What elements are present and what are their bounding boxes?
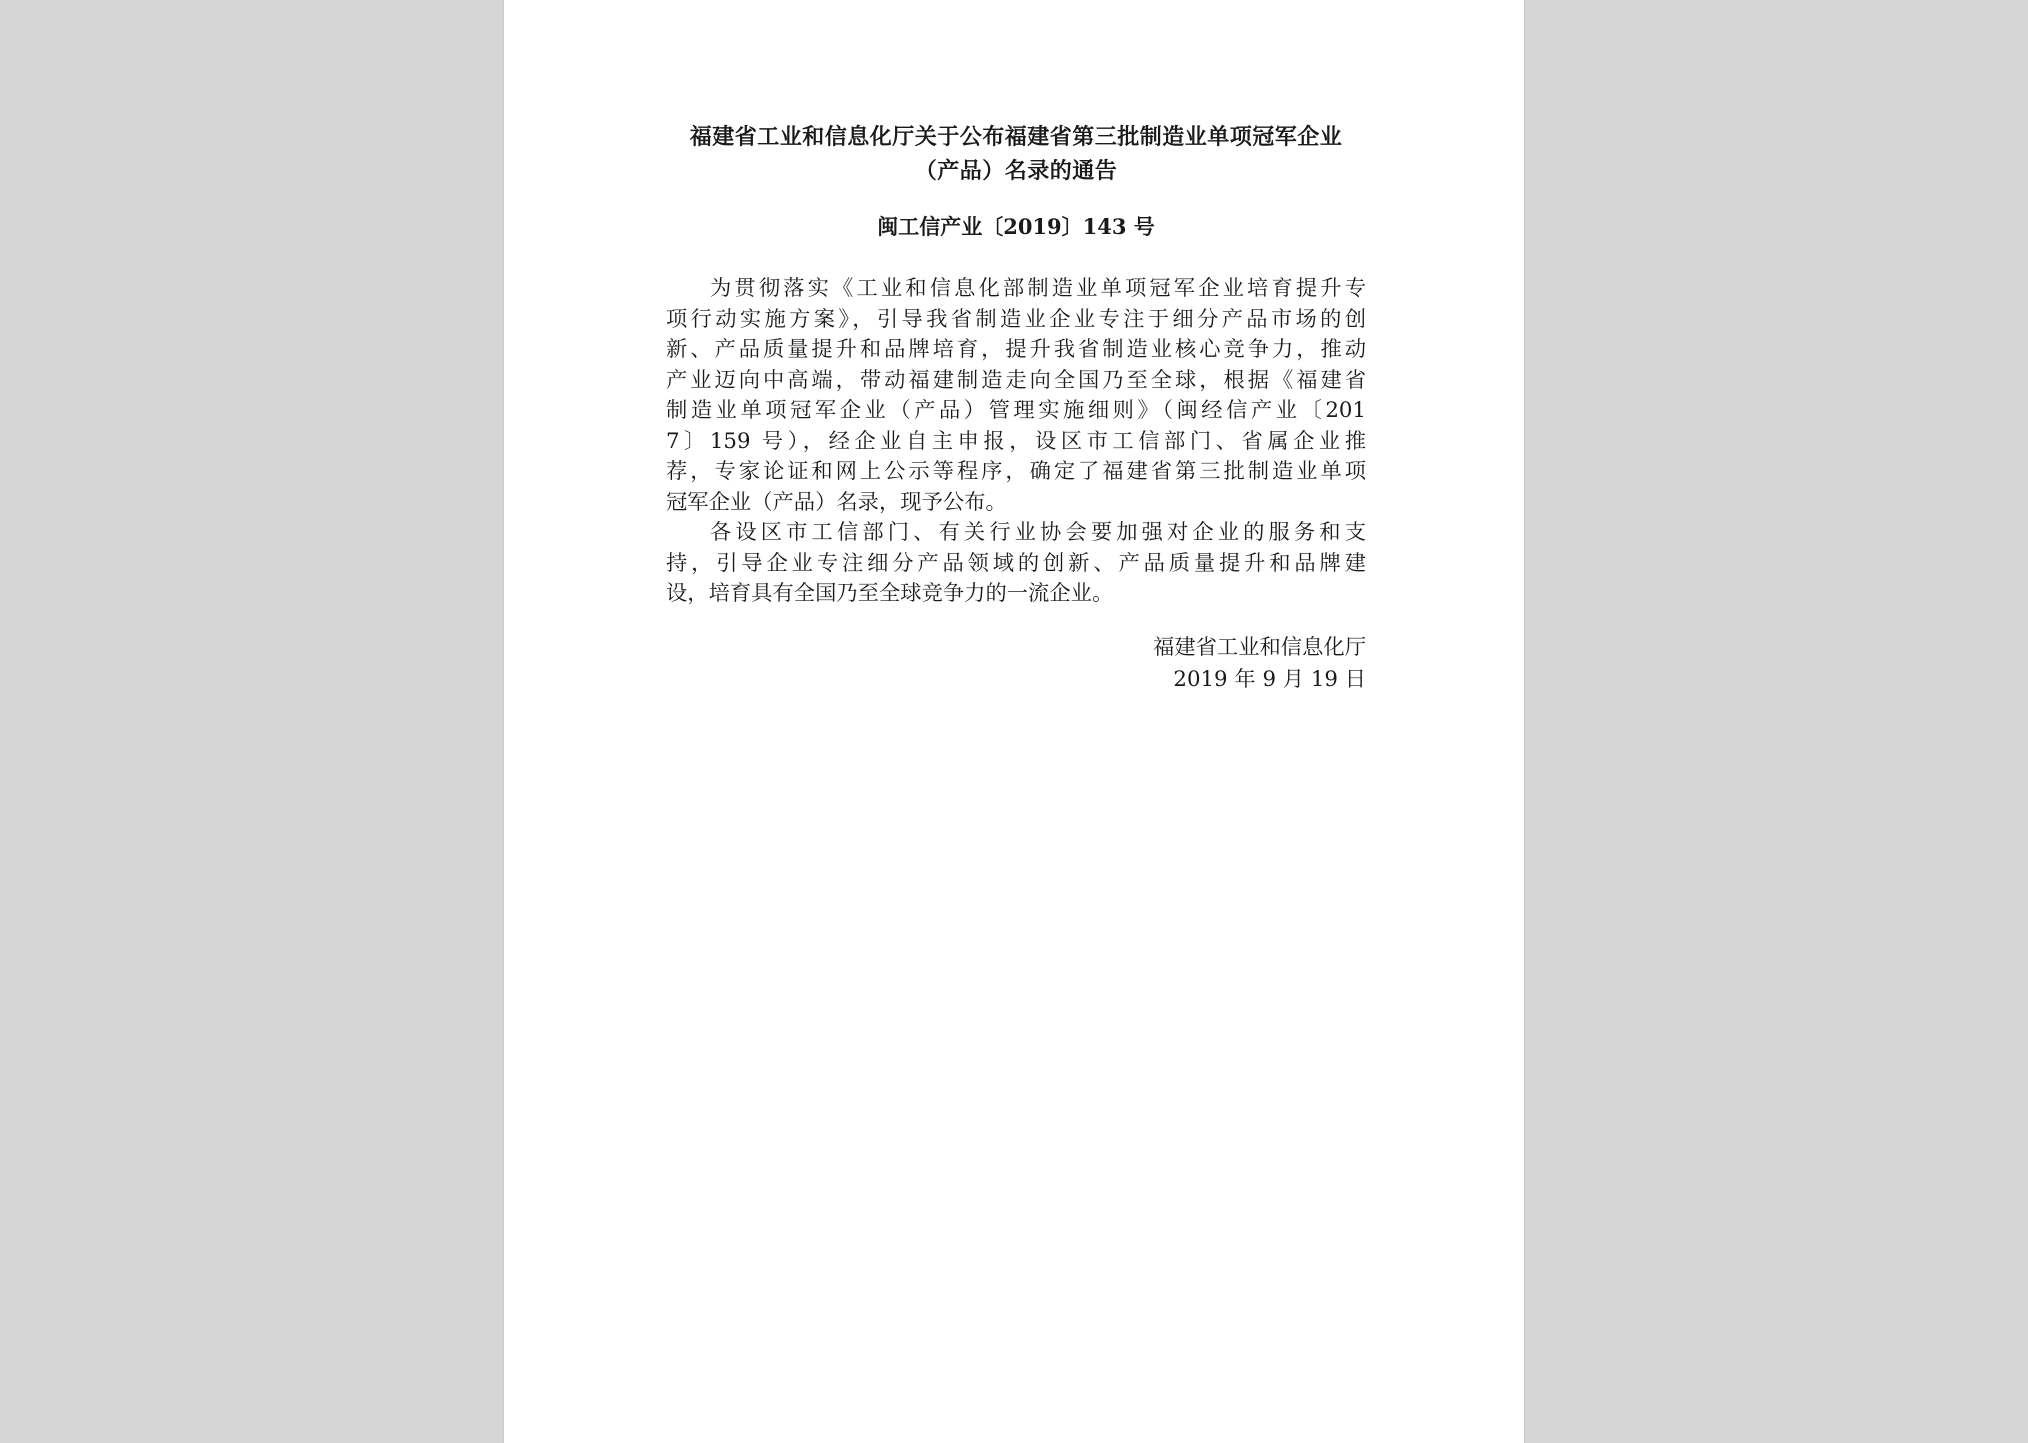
paragraph-line: 7〕159 号），经企业自主申报，设区市工信部门、省属企业推 bbox=[666, 428, 1366, 454]
paragraph-1 bbox=[666, 274, 1366, 518]
paragraph-line: 制造业单项冠军企业（产品）管理实施细则》（闽经信产业〔201 bbox=[666, 398, 1366, 423]
document-page bbox=[504, 0, 1524, 1443]
title-line-1: 福建省工业和信息化厅关于公布福建省第三批制造业单项冠军企业 bbox=[689, 124, 1343, 150]
paragraph-line: 各设区市工信部门、有关行业协会要加强对企业的服务和支 bbox=[710, 520, 1366, 545]
signature-date: 2019 年 9 月 19 日 bbox=[1173, 666, 1366, 692]
paragraph-line: 荐，专家论证和网上公示等程序，确定了福建省第三批制造业单项 bbox=[666, 459, 1366, 484]
paragraph-line: 冠军企业（产品）名录，现予公布。 bbox=[666, 489, 1007, 515]
page-content bbox=[666, 120, 1366, 696]
paragraph-line: 为贯彻落实《工业和信息化部制造业单项冠军企业培育提升专 bbox=[710, 276, 1366, 301]
paragraph-line: 新、产品质量提升和品牌培育，提升我省制造业核心竞争力，推动 bbox=[666, 337, 1366, 362]
document-body bbox=[666, 274, 1366, 610]
document-number: 闽工信产业〔2019〕143 号 bbox=[877, 214, 1155, 239]
paragraph-line: 产业迈向中高端，带动福建制造走向全国乃至全球，根据《福建省 bbox=[666, 367, 1366, 393]
paragraph-2 bbox=[666, 518, 1366, 610]
paragraph-line: 项行动实施方案》，引导我省制造业企业专注于细分产品市场的创 bbox=[666, 306, 1366, 332]
document-title bbox=[666, 120, 1366, 188]
paragraph-line: 持，引导企业专注细分产品领域的创新、产品质量提升和品牌建 bbox=[666, 550, 1366, 576]
signature-block bbox=[666, 632, 1366, 696]
paragraph-line: 设，培育具有全国乃至全球竞争力的一流企业。 bbox=[666, 581, 1114, 606]
title-line-2: （产品）名录的通告 bbox=[914, 158, 1118, 184]
signature-issuer: 福建省工业和信息化厅 bbox=[1153, 634, 1366, 660]
